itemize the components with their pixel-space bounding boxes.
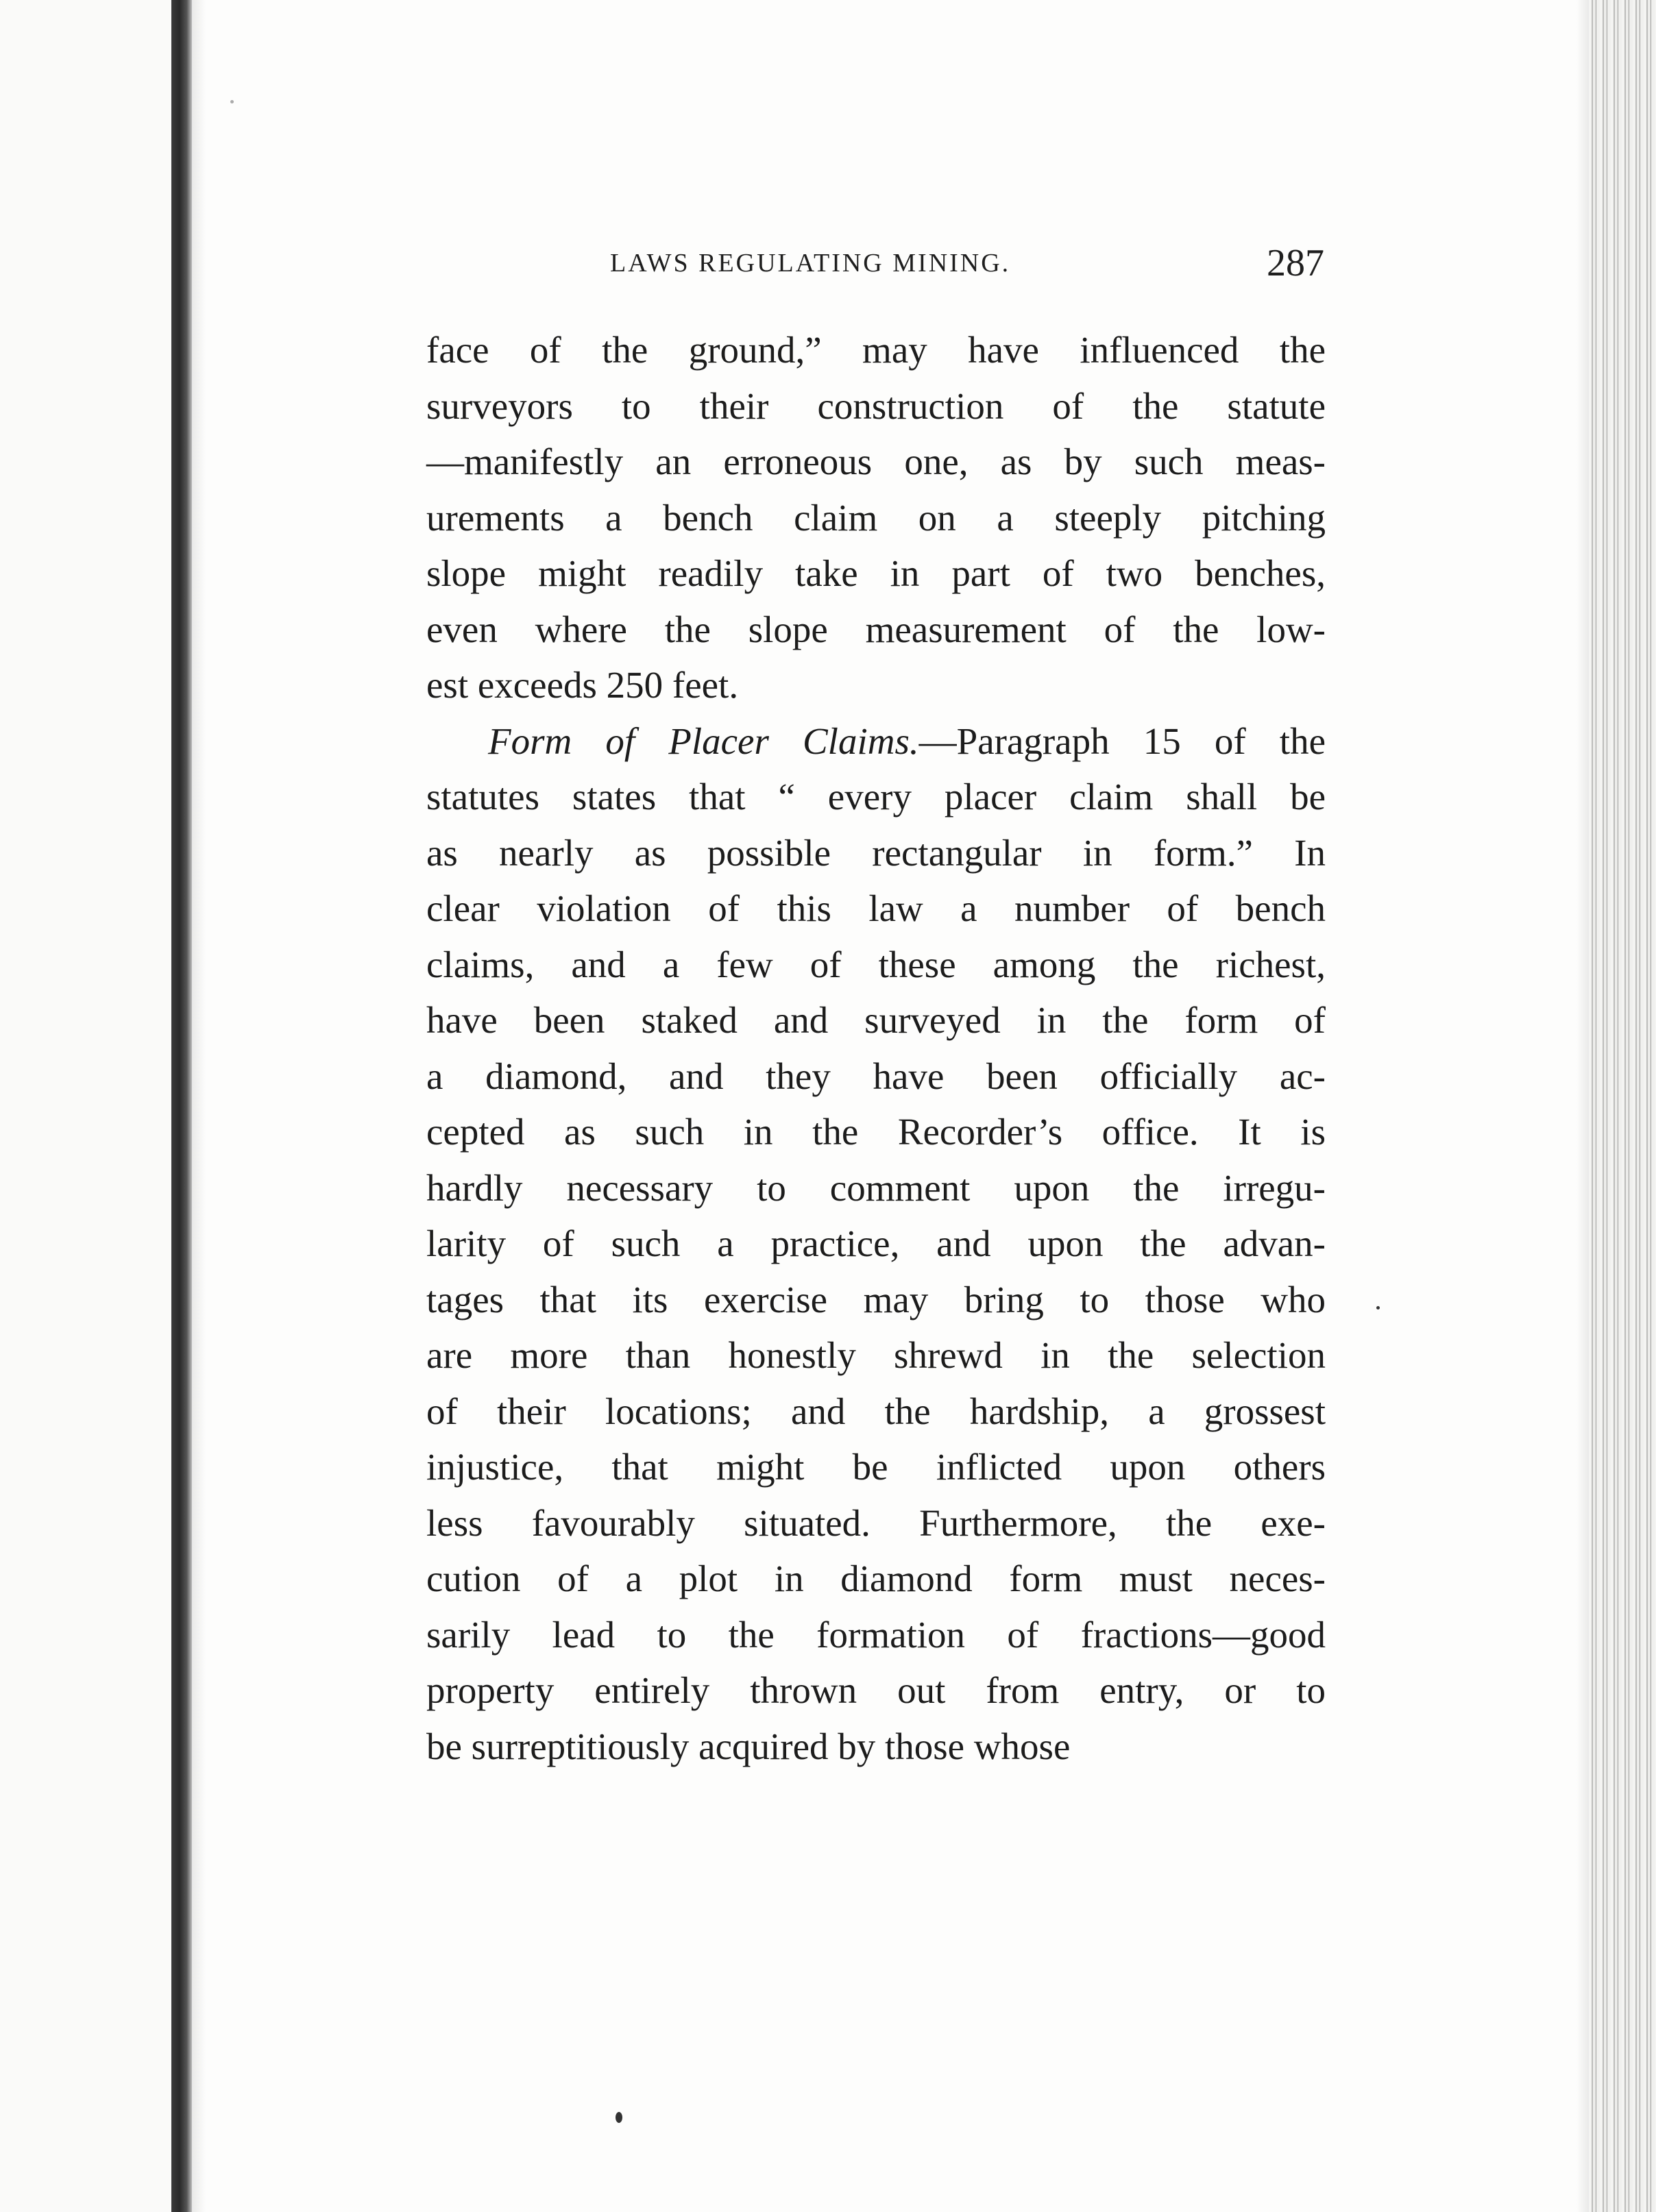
page-header <box>426 241 1324 296</box>
text-line: clear violation of this law a number of bench <box>426 887 1326 929</box>
ink-speck <box>616 2112 622 2123</box>
text-line: as nearly as possible rectangular in form.” In <box>426 831 1326 874</box>
book-page-edges <box>1589 0 1656 2212</box>
text-line: tages that its exercise may bring to those who <box>426 1278 1326 1320</box>
text-line: surveyors to their construction of the statute <box>426 384 1326 427</box>
text-line: face of the ground,” may have influenced the <box>426 329 1326 371</box>
text-line: less favourably situated. Furthermore, the exe- <box>426 1501 1326 1544</box>
text-line: cution of a plot in diamond form must neces- <box>426 1558 1326 1599</box>
text-line: injustice, that might be inflicted upon others <box>426 1446 1326 1488</box>
text-line: slope might readily take in part of two benches, <box>426 552 1326 594</box>
text-line: a diamond, and they have been officially ac- <box>426 1055 1326 1097</box>
text-line <box>426 713 1326 770</box>
text-line: claims, and a few of these among the richest, <box>426 943 1326 985</box>
page-number: 287 <box>1267 242 1324 284</box>
section-heading: Form of Placer Claims. <box>488 720 919 762</box>
text-line: est exceeds 250 feet. <box>426 664 739 706</box>
text-line: —manifestly an erroneous one, as by such meas- <box>426 441 1326 482</box>
ink-speck <box>1376 1306 1380 1310</box>
text-line: are more than honestly shrewd in the selection <box>426 1334 1326 1376</box>
ink-speck <box>230 100 234 103</box>
book-gutter <box>171 0 192 2212</box>
text-line: of their locations; and the hardship, a grossest <box>426 1390 1326 1432</box>
text-line: hardly necessary to comment upon the irregu- <box>426 1166 1326 1209</box>
text-line: larity of such a practice, and upon the advan- <box>426 1222 1326 1264</box>
gutter-shadow <box>192 0 206 2212</box>
text-line: property entirely thrown out from entry, or to <box>426 1669 1326 1711</box>
text-line: urements a bench claim on a steeply pitching <box>426 496 1326 539</box>
text-line: cepted as such in the Recorder’s office. It is <box>426 1111 1326 1153</box>
body-text <box>426 322 1326 1774</box>
paragraph-1 <box>426 322 1326 713</box>
paragraph-2 <box>426 713 1326 1775</box>
text-line: statutes states that “ every placer claim shall be <box>426 776 1326 818</box>
text-line: sarily lead to the formation of fractions—good <box>426 1613 1326 1656</box>
text-line: have been staked and surveyed in the form of <box>426 999 1326 1041</box>
left-page-margin <box>0 0 171 2212</box>
running-title: LAWS REGULATING MINING. <box>610 249 1011 278</box>
text-line: be surreptitiously acquired by those whose <box>426 1725 1071 1767</box>
text-line: even where the slope measurement of the low- <box>426 608 1326 650</box>
heading-line-rest: —Paragraph 15 of the <box>918 720 1326 762</box>
